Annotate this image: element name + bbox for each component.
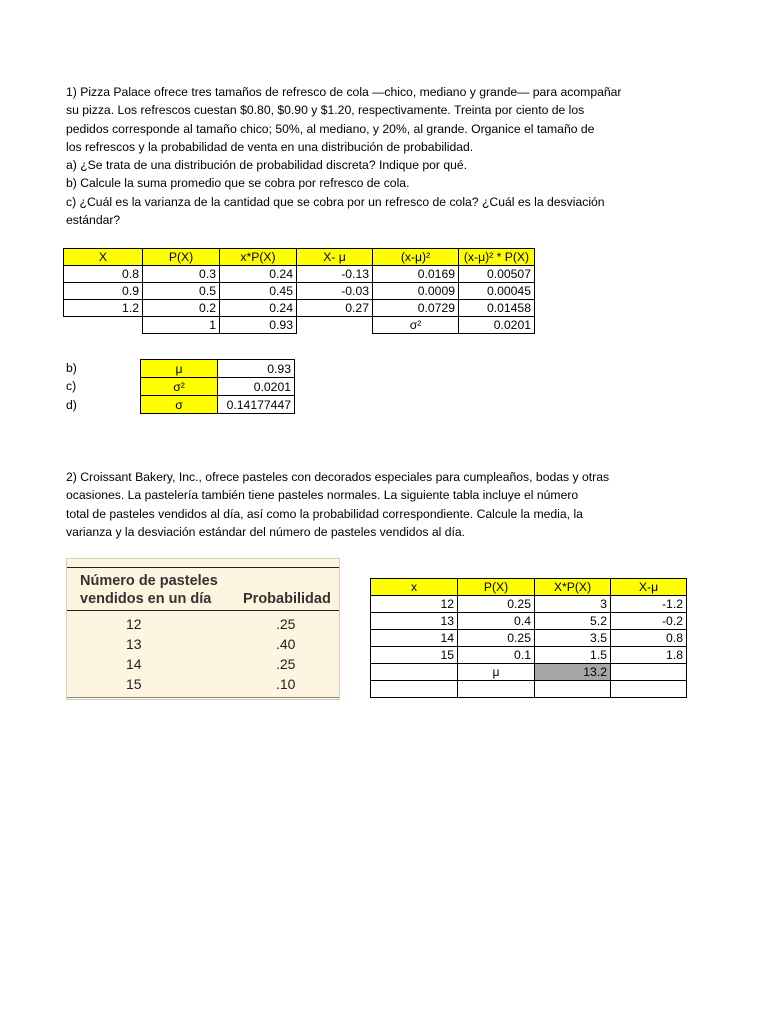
- header-count: [80, 572, 218, 608]
- problem1-line: 1) Pizza Palace ofrece tres tamaños de refresco de cola —chico, mediano y grande— para acompañar: [66, 85, 622, 99]
- header-line: vendidos en un día: [80, 591, 212, 607]
- column-header: X*P(X): [535, 579, 611, 596]
- problem1-line: a) ¿Se trata de una distribución de probabilidad discreta? Indique por qué.: [66, 158, 468, 173]
- table-cell: 5.2: [535, 613, 611, 630]
- answer-label: d): [66, 397, 77, 412]
- table-cell: 0.1: [458, 647, 535, 664]
- problem1-line: su pizza. Los refrescos cuestan $0.80, $0.90 y $1.20, respectivamente. Treinta por ciento de los: [66, 103, 585, 118]
- count-value: 15: [126, 676, 142, 692]
- table-cell: 13: [371, 613, 458, 630]
- table-cell: 0.27: [297, 300, 373, 317]
- table-cell: [297, 317, 373, 334]
- answer-symbol: μ: [141, 360, 218, 378]
- table-cell: 13.2: [535, 664, 611, 681]
- column-header: P(X): [458, 579, 535, 596]
- problem1-line: los refrescos y la probabilidad de venta en una distribución de probabilidad.: [66, 139, 474, 154]
- rule-line: [67, 697, 339, 698]
- table-cell: 0.9: [64, 283, 143, 300]
- header-probability: Probabilidad: [243, 591, 331, 607]
- table-cell: 1: [143, 317, 220, 334]
- column-header: X: [64, 249, 143, 266]
- column-header: x: [371, 579, 458, 596]
- problem1-line: pedidos corresponde al tamaño chico; 50%, al mediano, y 20%, al grande. Organice el tamaño de: [66, 121, 595, 136]
- answer-symbol: σ: [141, 396, 218, 414]
- answer-label: b): [66, 361, 77, 375]
- table-cell: 0.0729: [373, 300, 459, 317]
- table-cell: 0.8: [64, 266, 143, 283]
- problem1-line: estándar?: [66, 213, 121, 228]
- column-header: X- μ: [297, 249, 373, 266]
- count-value: 14: [126, 656, 142, 672]
- table-cell: 0.3: [143, 266, 220, 283]
- column-header: x*P(X): [220, 249, 297, 266]
- table-cell: [535, 681, 611, 698]
- table-cell: 0.01458: [459, 300, 535, 317]
- problem2-line: ocasiones. La pastelería también tiene pasteles normales. La siguiente tabla incluye el número: [66, 488, 579, 503]
- problem2-table: [370, 578, 687, 698]
- answer-value: 0.0201: [218, 378, 295, 396]
- table-cell: 0.0201: [459, 317, 535, 334]
- table-header-row: [64, 249, 535, 266]
- table-row: [371, 647, 687, 664]
- rule-line: [67, 610, 339, 611]
- table-header-row: [371, 579, 687, 596]
- table-row: [371, 630, 687, 647]
- table-cell: 0.0009: [373, 283, 459, 300]
- table-cell: 0.93: [220, 317, 297, 334]
- answers-table: [140, 359, 295, 414]
- answer-symbol: σ²: [141, 378, 218, 396]
- table-row: [371, 613, 687, 630]
- table-cell: -0.03: [297, 283, 373, 300]
- table-cell: 0.25: [458, 596, 535, 613]
- table-cell: 0.25: [458, 630, 535, 647]
- table-cell: [64, 317, 143, 334]
- table-cell: σ²: [373, 317, 459, 334]
- table-cell: [371, 664, 458, 681]
- table-cell: -0.13: [297, 266, 373, 283]
- column-header: (x-μ)²: [373, 249, 459, 266]
- problem1-line: c) ¿Cuál es la varianza de la cantidad que se cobra por un refresco de cola? ¿Cuál es la desviación: [66, 194, 605, 209]
- table-cell: 1.8: [611, 647, 687, 664]
- table-cell: 3: [535, 596, 611, 613]
- rule-line: [67, 567, 339, 568]
- table-cell: 1.5: [535, 647, 611, 664]
- table-cell: 0.00507: [459, 266, 535, 283]
- table-cell: μ: [458, 664, 535, 681]
- table-row: [141, 360, 295, 378]
- table-cell: 0.24: [220, 266, 297, 283]
- answer-value: 0.93: [218, 360, 295, 378]
- problem1-statement: [66, 83, 622, 229]
- table-cell: 1.2: [64, 300, 143, 317]
- table-cell: 0.00045: [459, 283, 535, 300]
- problem2-line: 2) Croissant Bakery, Inc., ofrece pasteles con decorados especiales para cumpleaños, bodas y otras: [66, 470, 610, 484]
- problem1-table: [63, 248, 535, 334]
- problem2-line: varianza y la desviación estándar del número de pasteles vendidos al día.: [66, 524, 466, 539]
- problem1-line: b) Calcule la suma promedio que se cobra por refresco de cola.: [66, 176, 410, 191]
- table-cell: 0.8: [611, 630, 687, 647]
- problem2-line: total de pasteles vendidos al día, así como la probabilidad correspondiente. Calcule la media, la: [66, 506, 583, 521]
- table-cell: -0.2: [611, 613, 687, 630]
- textbook-table-image: [66, 558, 340, 700]
- count-value: 12: [126, 616, 142, 632]
- answer-value: 0.14177447: [218, 396, 295, 414]
- table-row: [141, 396, 295, 414]
- table-cell: 0.2: [143, 300, 220, 317]
- column-header: (x-μ)² * P(X): [459, 249, 535, 266]
- table-row: [64, 300, 535, 317]
- column-header: X-μ: [611, 579, 687, 596]
- table-cell: 0.5: [143, 283, 220, 300]
- table-cell: 15: [371, 647, 458, 664]
- problem2-statement: [66, 468, 609, 541]
- table-cell: [611, 664, 687, 681]
- probability-value: .25: [276, 616, 296, 632]
- table-cell: [458, 681, 535, 698]
- header-line: Número de pasteles: [80, 573, 218, 589]
- answer-label: c): [66, 379, 77, 394]
- table-cell: 0.4: [458, 613, 535, 630]
- table-row: [371, 596, 687, 613]
- table-cell: 0.45: [220, 283, 297, 300]
- table-cell: 0.0169: [373, 266, 459, 283]
- probability-value: .40: [276, 636, 296, 652]
- table-row: [64, 283, 535, 300]
- table-cell: [611, 681, 687, 698]
- count-value: 13: [126, 636, 142, 652]
- column-header: P(X): [143, 249, 220, 266]
- table-totals-row: [64, 317, 535, 334]
- table-totals-row: [371, 664, 687, 681]
- probability-value: .10: [276, 676, 296, 692]
- table-row: [64, 266, 535, 283]
- table-row: [141, 378, 295, 396]
- table-cell: [371, 681, 458, 698]
- table-row: [371, 681, 687, 698]
- table-cell: 0.24: [220, 300, 297, 317]
- table-cell: 12: [371, 596, 458, 613]
- table-cell: -1.2: [611, 596, 687, 613]
- answer-labels: [66, 359, 77, 414]
- table-cell: 14: [371, 630, 458, 647]
- table-cell: 3.5: [535, 630, 611, 647]
- probability-value: .25: [276, 656, 296, 672]
